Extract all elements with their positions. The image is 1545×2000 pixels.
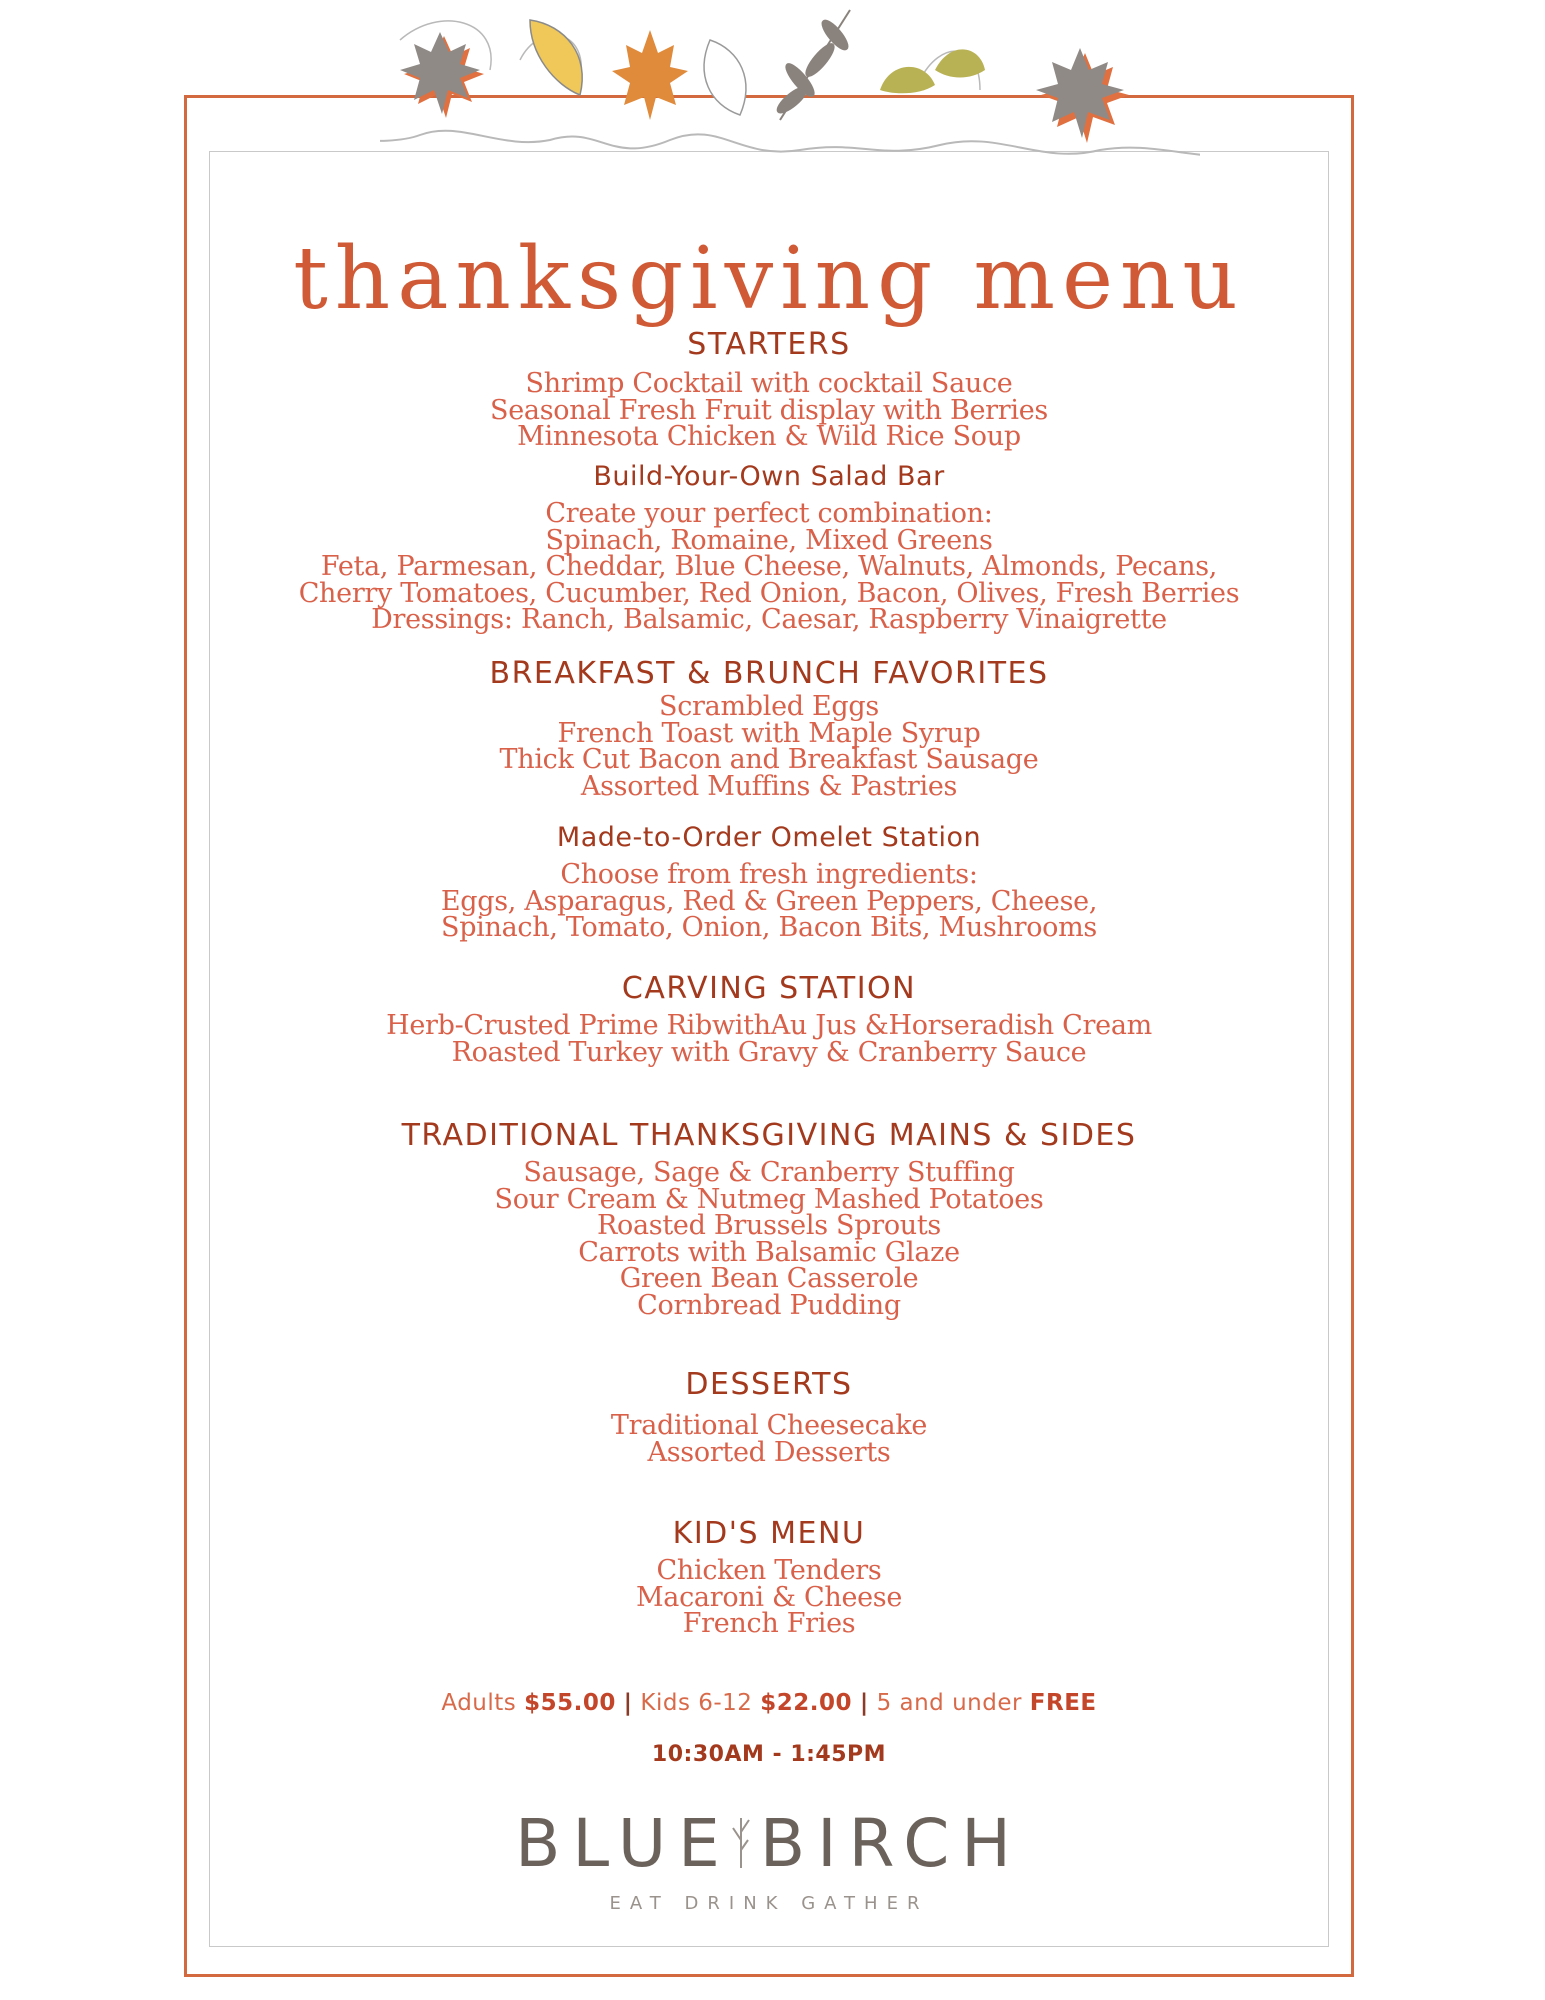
kids-price: $22.00 bbox=[760, 1690, 853, 1716]
list-item: Carrots with Balsamic Glaze bbox=[578, 1236, 960, 1268]
list-item: Herb-Crusted Prime RibwithAu Jus &Horseradish Cream bbox=[386, 1010, 1152, 1041]
kids-items bbox=[209, 1555, 1329, 1639]
list-item: Green Bean Casserole bbox=[619, 1263, 919, 1294]
brand-name-left: BLUE bbox=[515, 1805, 732, 1882]
salad-heading: Build-Your-Own Salad Bar bbox=[593, 461, 945, 492]
under-label: 5 and under bbox=[876, 1690, 1022, 1716]
list-item: Roasted Brussels Sprouts bbox=[597, 1210, 941, 1241]
list-item: Spinach, Tomato, Onion, Bacon Bits, Mushrooms bbox=[441, 912, 1097, 944]
list-item: Assorted Muffins & Pastries bbox=[580, 770, 958, 802]
mains-items bbox=[209, 1157, 1329, 1321]
mains-heading: TRADITIONAL THANKSGIVING MAINS & SIDES bbox=[401, 1118, 1137, 1153]
list-item: Spinach, Romaine, Mixed Greens bbox=[545, 524, 993, 556]
omelet-items bbox=[209, 859, 1329, 944]
list-item: Shrimp Cocktail with cocktail Sauce bbox=[525, 368, 1013, 399]
list-item: French Fries bbox=[682, 1608, 856, 1639]
list-item: Sour Cream & Nutmeg Mashed Potatoes bbox=[494, 1183, 1044, 1215]
brand-logo bbox=[209, 1805, 1329, 1914]
hours: 10:30AM - 1:45PM bbox=[651, 1742, 887, 1767]
list-item: Seasonal Fresh Fruit display with Berries bbox=[490, 394, 1048, 426]
starters-section bbox=[209, 327, 1329, 451]
birch-twig-icon bbox=[726, 1810, 756, 1870]
desserts-items bbox=[209, 1410, 1329, 1468]
list-item: Thick Cut Bacon and Breakfast Sausage bbox=[499, 744, 1039, 775]
list-item: Macaroni & Cheese bbox=[635, 1581, 903, 1613]
brand-tagline: EAT DRINK GATHER bbox=[609, 1893, 929, 1914]
carving-items bbox=[209, 1010, 1329, 1068]
adults-price: $55.00 bbox=[524, 1690, 616, 1716]
list-item: Minnesota Chicken & Wild Rice Soup bbox=[517, 421, 1021, 452]
list-item: Dressings: Ranch, Balsamic, Caesar, Raspberry Vinaigrette bbox=[371, 604, 1167, 636]
kids-heading: KID'S MENU bbox=[672, 1516, 866, 1551]
desserts-heading: DESSERTS bbox=[685, 1367, 853, 1402]
list-item: Cornbread Pudding bbox=[637, 1289, 901, 1321]
list-item: Choose from fresh ingredients: bbox=[560, 859, 978, 891]
list-item: Feta, Parmesan, Cheddar, Blue Cheese, Walnuts, Almonds, Pecans, bbox=[320, 551, 1218, 583]
carving-heading: CARVING STATION bbox=[621, 971, 917, 1006]
under-price: FREE bbox=[1029, 1690, 1097, 1716]
price-separator: | bbox=[859, 1690, 869, 1716]
list-item: Sausage, Sage & Cranberry Stuffing bbox=[523, 1157, 1015, 1188]
breakfast-section bbox=[209, 656, 1329, 800]
list-item: Traditional Cheesecake bbox=[610, 1410, 928, 1441]
breakfast-items bbox=[209, 691, 1329, 802]
pricing-line bbox=[209, 1690, 1329, 1716]
mains-section bbox=[209, 1118, 1329, 1319]
desserts-section bbox=[209, 1367, 1329, 1466]
list-item: Assorted Desserts bbox=[647, 1436, 891, 1468]
list-item: Create your perfect combination: bbox=[545, 498, 993, 530]
brand-name-right: BIRCH bbox=[759, 1805, 1023, 1882]
kids-label: Kids 6-12 bbox=[640, 1690, 753, 1716]
price-separator: | bbox=[623, 1690, 633, 1716]
adults-label: Adults bbox=[441, 1690, 517, 1716]
list-item: Roasted Turkey with Gravy & Cranberry Sauce bbox=[451, 1036, 1087, 1068]
autumn-leaves-garland-icon bbox=[380, 0, 1200, 180]
breakfast-heading: BREAKFAST & BRUNCH FAVORITES bbox=[489, 656, 1049, 691]
carving-section bbox=[209, 971, 1329, 1066]
menu-title: thanksgiving menu bbox=[293, 228, 1245, 329]
list-item: Cherry Tomatoes, Cucumber, Red Onion, Bacon, Olives, Fresh Berries bbox=[298, 577, 1240, 609]
salad-items bbox=[209, 498, 1329, 636]
kids-section bbox=[209, 1516, 1329, 1638]
brand-name bbox=[209, 1805, 1329, 1882]
starters-items bbox=[209, 368, 1329, 452]
list-item: French Toast with Maple Syrup bbox=[557, 717, 981, 749]
starters-heading: STARTERS bbox=[687, 327, 851, 362]
salad-section bbox=[209, 461, 1329, 634]
omelet-heading: Made-to-Order Omelet Station bbox=[556, 822, 982, 853]
omelet-section bbox=[209, 822, 1329, 942]
list-item: Eggs, Asparagus, Red & Green Peppers, Cheese, bbox=[440, 885, 1098, 917]
list-item: Scrambled Eggs bbox=[659, 691, 879, 722]
list-item: Chicken Tenders bbox=[656, 1555, 882, 1586]
